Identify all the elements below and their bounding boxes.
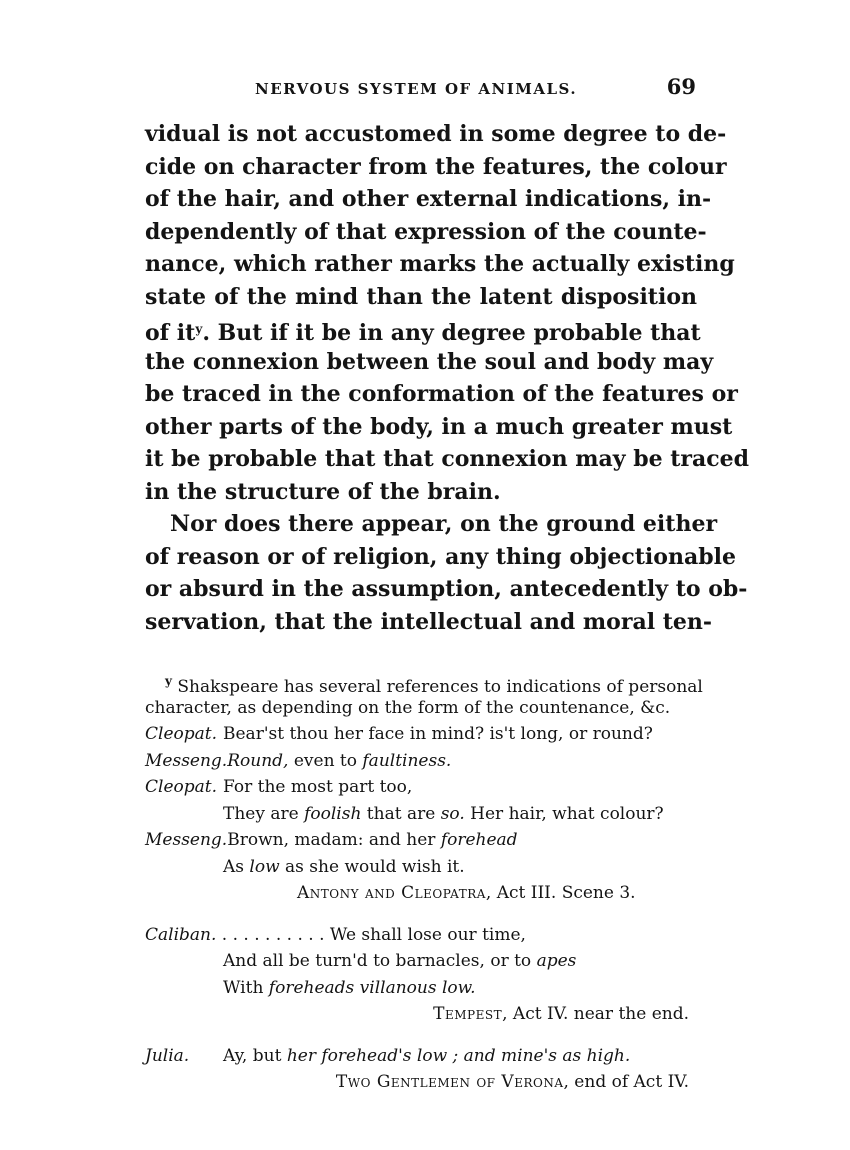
quote-emphasis: foolish: [304, 803, 362, 824]
source-citation: [145, 1001, 697, 1028]
speaker-name: Messeng.: [145, 830, 228, 850]
source-citation: [145, 1069, 697, 1096]
body-line: vidual is not accustomed in some degree to de-: [145, 121, 727, 147]
speaker-name: Messeng.: [145, 750, 228, 771]
quote-text: as she would wish it.: [279, 856, 465, 877]
body-line: of reason or of religion, any thing objectionable: [145, 543, 736, 570]
speaker-name: Caliban.: [145, 924, 217, 945]
quote-emphasis: apes: [536, 951, 577, 971]
quote-line: [145, 801, 697, 828]
citation-detail: , end of Act IV.: [563, 1072, 689, 1092]
speaker-name: Cleopat.: [145, 724, 217, 744]
quote-line: [145, 827, 697, 854]
body-line: of the hair, and other external indications, in-: [145, 186, 712, 212]
quote-line: [145, 854, 697, 881]
quote-emphasis: so.: [440, 803, 465, 824]
quote-line: [145, 721, 697, 748]
quote-line: [145, 948, 697, 975]
body-line: in the structure of the brain.: [145, 478, 501, 505]
quote-text: Ay, but: [223, 1045, 287, 1066]
quote-emphasis: forehead: [440, 830, 518, 850]
quote-emphasis: low: [249, 856, 280, 877]
quote-text: Bear'st thou her face in mind? is't long, or round?: [223, 724, 653, 744]
body-line: nance, which rather marks the actually existing: [145, 251, 735, 277]
quote-emphasis: Round,: [227, 750, 289, 771]
work-title: Two Gentlemen of Verona: [335, 1072, 564, 1092]
speaker-name: Julia.: [145, 1045, 190, 1066]
footnote: [145, 668, 703, 1096]
quote-line: [145, 1043, 697, 1070]
body-line: [145, 313, 701, 346]
footnote-line: character, as depending on the form of the countenance, &c.: [145, 697, 671, 718]
quote-line: [145, 922, 697, 949]
body-line: other parts of the body, in a much greater must: [145, 413, 733, 440]
footnote-reference: y: [195, 322, 203, 336]
work-title: Tempest: [433, 1004, 503, 1024]
source-citation: [145, 880, 697, 907]
body-line: cide on character from the features, the colour: [145, 153, 727, 180]
body-line: state of the mind than the latent disposition: [145, 283, 697, 310]
footnote-marker: y: [165, 674, 172, 688]
quote-emphasis: faultiness.: [362, 750, 452, 771]
body-text-run: . But if it be in any degree probable that: [202, 320, 701, 346]
ellipsis: . . . . . . . . . .: [216, 924, 330, 945]
body-line: be traced in the conformation of the features or: [145, 381, 738, 407]
quote-line: [145, 774, 697, 801]
quote-text: For the most part too,: [223, 777, 413, 797]
citation-detail: , Act IV. near the end.: [502, 1004, 689, 1024]
quote-line: [145, 748, 697, 775]
footnote-line: [145, 668, 703, 697]
body-line: servation, that the intellectual and moral ten-: [145, 608, 713, 635]
quote-text: that are: [361, 803, 441, 824]
quote-text: And all be turn'd to barnacles, or to: [223, 951, 537, 971]
spacer: [145, 1028, 697, 1043]
body-text: [145, 118, 750, 638]
body-line: dependently of that expression of the counte-: [145, 218, 707, 245]
body-text-run: of it: [145, 320, 196, 346]
work-title: Antony and Cleopatra: [297, 883, 486, 903]
quote-text: As: [223, 856, 250, 877]
quote-emphasis: foreheads villanous low.: [268, 977, 476, 998]
quote-text: Her hair, what colour?: [464, 803, 664, 824]
page-number: 69: [666, 74, 696, 99]
quote-text: even to: [288, 750, 363, 771]
body-line: or absurd in the assumption, antecedently to ob-: [145, 576, 748, 602]
quote-text: Brown, madam: and her: [227, 830, 441, 850]
spacer: [145, 907, 697, 922]
page-header: [145, 74, 700, 104]
body-line: Nor does there appear, on the ground either: [170, 511, 718, 537]
body-line: the connexion between the soul and body may: [145, 348, 714, 375]
running-head: NERVOUS SYSTEM OF ANIMALS.: [255, 80, 578, 98]
speaker-name: Cleopat.: [145, 777, 217, 797]
quote-text: We shall lose our time,: [329, 924, 526, 945]
quote-line: [145, 975, 697, 1002]
quote-text: With: [223, 977, 269, 998]
quote-emphasis: her forehead's low ; and mine's as high.: [286, 1045, 631, 1066]
citation-detail: , Act III. Scene 3.: [485, 883, 636, 903]
body-line: it be probable that that connexion may be traced: [145, 446, 750, 472]
quote-text: They are: [223, 803, 305, 824]
footnote-text: Shakspeare has several references to indications of personal: [177, 677, 703, 697]
